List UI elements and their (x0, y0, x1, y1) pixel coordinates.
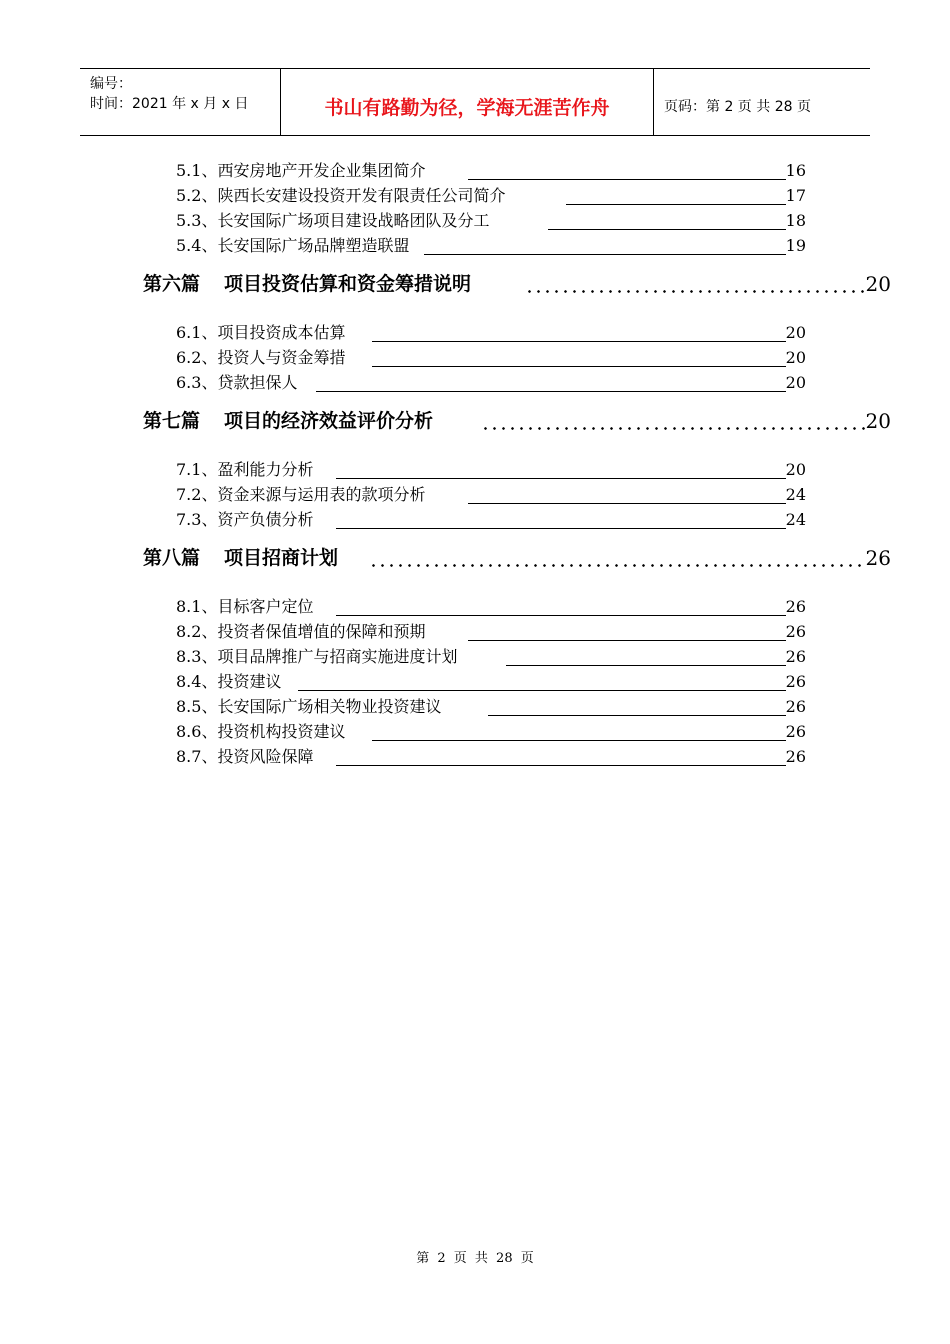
toc-entry[interactable] (176, 508, 806, 532)
toc-entry-page: 20 (785, 348, 806, 367)
chapter-page: 20 (865, 409, 891, 433)
toc-entry-number: 7.2、 (176, 485, 218, 504)
toc-entry-page: 26 (785, 622, 806, 641)
toc-leader-line (506, 665, 786, 666)
toc-entry-page: 24 (785, 485, 806, 504)
toc-entry[interactable] (176, 645, 806, 669)
header-page-cell (654, 69, 870, 135)
toc-dot-leader (481, 427, 865, 430)
chapter-label: 第八篇 (143, 547, 201, 569)
toc-entry-number: 5.1、 (176, 161, 218, 180)
toc-entry-title: 目标客户定位 (217, 597, 314, 616)
toc-entry[interactable] (176, 695, 806, 719)
toc-entry-number: 6.2、 (176, 348, 218, 367)
chapter-page: 26 (865, 546, 891, 570)
toc-entry-page: 26 (785, 672, 806, 691)
toc-leader-line (336, 478, 786, 479)
toc-entry[interactable] (176, 159, 806, 183)
document-date: 时间：2021 年 x 月 x 日 (90, 96, 249, 112)
toc-entry[interactable] (176, 745, 806, 769)
toc-leader-line (566, 204, 786, 205)
toc-leader-line (488, 715, 786, 716)
chapter-title: 项目的经济效益评价分析 (224, 410, 434, 432)
toc-leader-line (336, 615, 786, 616)
toc-entry-title: 项目品牌推广与招商实施进度计划 (217, 647, 458, 666)
toc-entry-number: 6.1、 (176, 323, 218, 342)
toc-leader-line (316, 391, 786, 392)
toc-entry-title: 长安国际广场项目建设战略团队及分工 (217, 211, 490, 230)
toc-entry-page: 19 (785, 236, 806, 255)
toc-entry-number: 8.5、 (176, 697, 218, 716)
toc-entry-page: 20 (785, 460, 806, 479)
page-footer: 第 2 页 共 28 页 (416, 1251, 534, 1266)
toc-entry-page: 26 (785, 647, 806, 666)
toc-entry-page: 26 (785, 697, 806, 716)
header-page-info: 页码：第 2 页 共 28 页 (664, 99, 811, 115)
toc-entry-number: 7.3、 (176, 510, 218, 529)
toc-entry-number: 8.3、 (176, 647, 218, 666)
toc-entry-title: 项目投资成本估算 (217, 323, 346, 342)
toc-entry-page: 26 (785, 722, 806, 741)
toc-leader-line (424, 254, 786, 255)
toc-entry-number: 6.3、 (176, 373, 218, 392)
chapter-label: 第六篇 (143, 273, 201, 295)
toc-leader-line (468, 179, 786, 180)
toc-leader-line (336, 765, 786, 766)
toc-entry-title: 投资人与资金筹措 (217, 348, 346, 367)
toc-entry-title: 贷款担保人 (217, 373, 298, 392)
toc-entry[interactable] (176, 620, 806, 644)
toc-entry-number: 5.4、 (176, 236, 218, 255)
toc-dot-leader (369, 564, 865, 567)
toc-leader-line (372, 341, 786, 342)
toc-leader-line (468, 640, 786, 641)
toc-entry-page: 24 (785, 510, 806, 529)
toc-leader-line (298, 690, 786, 691)
toc-entry[interactable] (176, 595, 806, 619)
toc-entry-page: 20 (785, 323, 806, 342)
page-header (80, 68, 870, 136)
toc-entry-number: 8.1、 (176, 597, 218, 616)
toc-dot-leader (525, 290, 865, 293)
toc-entry-title: 投资风险保障 (217, 747, 314, 766)
toc-leader-line (372, 740, 786, 741)
toc-entry[interactable] (176, 234, 806, 258)
document-code-label: 编号： (90, 76, 132, 92)
toc-entry-number: 8.4、 (176, 672, 218, 691)
chapter-title: 项目投资估算和资金筹措说明 (224, 273, 472, 295)
toc-leader-line (468, 503, 786, 504)
toc-entry-title: 陕西长安建设投资开发有限责任公司简介 (217, 186, 506, 205)
toc-entry[interactable] (176, 209, 806, 233)
toc-chapter-7[interactable] (143, 407, 891, 435)
toc-leader-line (336, 528, 786, 529)
toc-entry-number: 5.3、 (176, 211, 218, 230)
toc-entry[interactable] (176, 346, 806, 370)
toc-entry[interactable] (176, 371, 806, 395)
toc-entry[interactable] (176, 483, 806, 507)
toc-entry[interactable] (176, 458, 806, 482)
toc-entry-page: 20 (785, 373, 806, 392)
toc-entry-number: 8.7、 (176, 747, 218, 766)
toc-entry[interactable] (176, 184, 806, 208)
chapter-page: 20 (865, 272, 891, 296)
toc-entry-title: 投资机构投资建议 (217, 722, 346, 741)
toc-entry-page: 17 (785, 186, 806, 205)
toc-entry-title: 资金来源与运用表的款项分析 (217, 485, 426, 504)
toc-entry-number: 8.6、 (176, 722, 218, 741)
toc-entry-title: 西安房地产开发企业集团简介 (217, 161, 426, 180)
toc-leader-line (548, 229, 786, 230)
header-motto: 书山有路勤为径，学海无涯苦作舟 (324, 97, 610, 119)
toc-entry-number: 8.2、 (176, 622, 218, 641)
toc-chapter-6[interactable] (143, 270, 891, 298)
toc-entry-title: 盈利能力分析 (217, 460, 314, 479)
chapter-title: 项目招商计划 (224, 547, 339, 569)
toc-entry-title: 长安国际广场相关物业投资建议 (217, 697, 442, 716)
toc-entry-title: 投资者保值增值的保障和预期 (217, 622, 426, 641)
toc-entry-title: 投资建议 (217, 672, 282, 691)
toc-entry-page: 18 (785, 211, 806, 230)
toc-chapter-8[interactable] (143, 544, 891, 572)
toc-entry-page: 26 (785, 597, 806, 616)
toc-entry[interactable] (176, 720, 806, 744)
toc-leader-line (372, 366, 786, 367)
toc-entry-number: 7.1、 (176, 460, 218, 479)
toc-entry-title: 资产负债分析 (217, 510, 314, 529)
toc-entry-page: 16 (785, 161, 806, 180)
toc-entry[interactable] (176, 670, 806, 694)
chapter-label: 第七篇 (143, 410, 201, 432)
toc-entry-title: 长安国际广场品牌塑造联盟 (217, 236, 410, 255)
toc-entry[interactable] (176, 321, 806, 345)
header-meta-cell (80, 69, 281, 135)
toc-entry-number: 5.2、 (176, 186, 218, 205)
toc-entry-page: 26 (785, 747, 806, 766)
header-motto-cell (281, 69, 654, 135)
